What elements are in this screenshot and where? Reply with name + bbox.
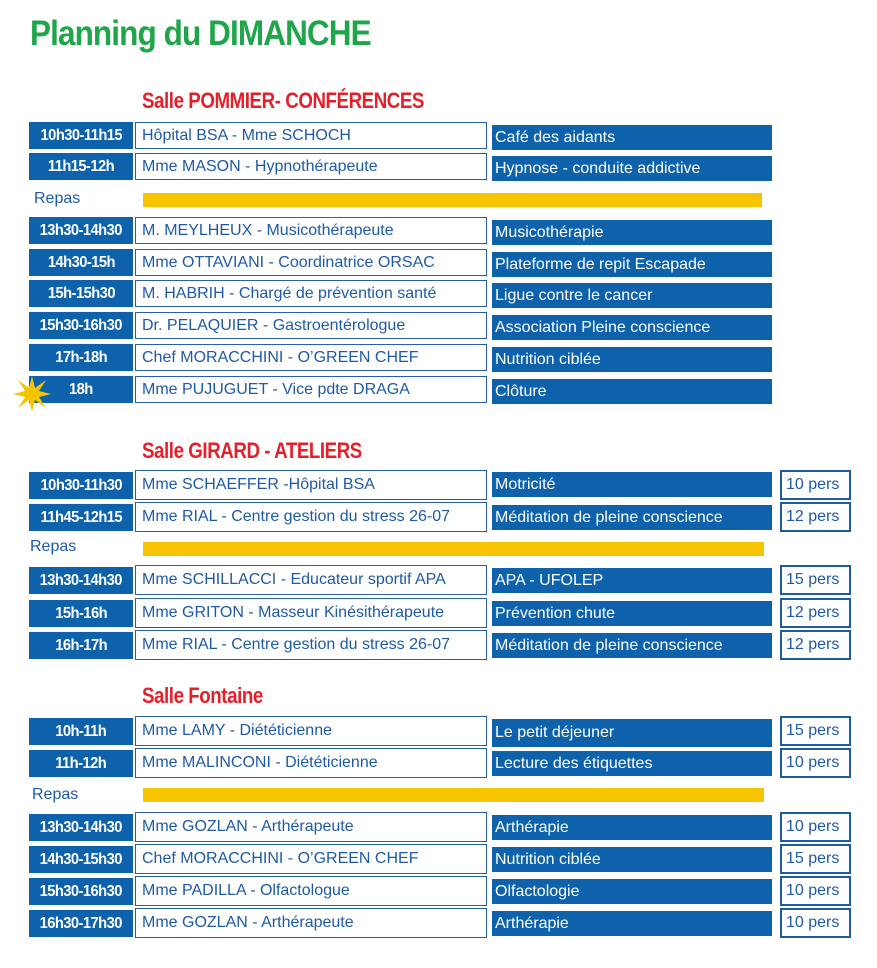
topic-cell: Motricité <box>492 472 772 497</box>
section-title-girard: Salle GIRARD - ATELIERS <box>142 438 362 463</box>
speaker-cell: Chef MORACCHINI - O’GREEN CHEF <box>135 844 487 874</box>
topic-cell: Le petit déjeuner <box>492 719 772 747</box>
repas-bar <box>143 788 764 802</box>
schedule-row <box>0 908 877 936</box>
repas-bar <box>143 193 762 207</box>
schedule-row <box>0 153 877 181</box>
time-slot: 18h <box>30 377 132 402</box>
speaker-cell: Mme GOZLAN - Arthérapeute <box>135 908 487 938</box>
schedule-row <box>0 470 877 498</box>
schedule-row <box>0 502 877 530</box>
time-slot: 13h30-14h30 <box>30 815 132 840</box>
topic-cell: Méditation de pleine conscience <box>492 633 772 658</box>
repas-label: Repas <box>34 190 81 207</box>
time-slot: 11h45-12h15 <box>30 505 132 530</box>
repas-label: Repas <box>32 786 79 803</box>
topic-cell: Lecture des étiquettes <box>492 751 772 776</box>
topic-cell: APA - UFOLEP <box>492 568 772 593</box>
schedule-row <box>0 630 877 658</box>
time-slot: 13h30-14h30 <box>30 218 132 243</box>
time-slot: 14h30-15h30 <box>30 847 132 872</box>
schedule-row <box>0 376 877 404</box>
time-slot: 15h-16h <box>30 601 132 626</box>
speaker-cell: Mme MASON - Hypnothérapeute <box>135 153 487 180</box>
time-slot: 10h30-11h15 <box>30 123 132 148</box>
schedule-row <box>0 876 877 904</box>
schedule-row <box>0 312 877 340</box>
time-slot: 15h-15h30 <box>30 281 132 306</box>
speaker-cell: Mme MALINCONI - Diététicienne <box>135 748 487 778</box>
time-slot: 11h-12h <box>30 751 132 776</box>
topic-cell: Hypnose - conduite addictive <box>492 156 772 181</box>
speaker-cell: Mme PUJUGUET - Vice pdte DRAGA <box>135 376 487 403</box>
speaker-cell: Chef MORACCHINI - O’GREEN CHEF <box>135 344 487 371</box>
time-slot: 15h30-16h30 <box>30 879 132 904</box>
speaker-cell: M. HABRIH - Chargé de prévention santé <box>135 280 487 307</box>
capacity-cell: 12 pers <box>780 630 851 660</box>
time-slot: 16h-17h <box>30 633 132 658</box>
topic-cell: Association Pleine conscience <box>492 315 772 340</box>
capacity-cell: 15 pers <box>780 844 851 874</box>
schedule-row <box>0 217 877 245</box>
speaker-cell: Mme OTTAVIANI - Coordinatrice ORSAC <box>135 249 487 276</box>
schedule-row <box>0 565 877 593</box>
time-slot: 13h30-14h30 <box>30 568 132 593</box>
time-slot: 16h30-17h30 <box>30 911 132 936</box>
topic-cell: Café des aidants <box>492 125 772 150</box>
schedule-row <box>0 122 877 150</box>
time-slot: 10h-11h <box>30 719 132 744</box>
speaker-cell: Mme GRITON - Masseur Kinésithérapeute <box>135 598 487 628</box>
time-slot: 15h30-16h30 <box>30 313 132 338</box>
speaker-cell: Mme LAMY - Diététicienne <box>135 716 487 746</box>
topic-cell: Clôture <box>492 379 772 404</box>
time-slot: 11h15-12h <box>30 154 132 179</box>
topic-cell: Nutrition ciblée <box>492 847 772 872</box>
capacity-cell: 12 pers <box>780 598 851 628</box>
page-title: Planning du DIMANCHE <box>30 14 371 53</box>
schedule-row <box>0 748 877 776</box>
star-icon <box>12 374 52 414</box>
topic-cell: Plateforme de repit Escapade <box>492 252 772 277</box>
capacity-cell: 10 pers <box>780 812 851 842</box>
speaker-cell: Mme RIAL - Centre gestion du stress 26-07 <box>135 630 487 660</box>
topic-cell: Musicothérapie <box>492 220 772 245</box>
capacity-cell: 10 pers <box>780 470 851 500</box>
topic-cell: Nutrition ciblée <box>492 347 772 372</box>
time-slot: 10h30-11h30 <box>30 473 132 498</box>
speaker-cell: Dr. PELAQUIER - Gastroentérologue <box>135 312 487 339</box>
speaker-cell: Mme PADILLA - Olfactologue <box>135 876 487 906</box>
capacity-cell: 10 pers <box>780 876 851 906</box>
topic-cell: Olfactologie <box>492 879 772 904</box>
schedule-row <box>0 598 877 626</box>
speaker-cell: Mme GOZLAN - Arthérapeute <box>135 812 487 842</box>
capacity-cell: 12 pers <box>780 502 851 532</box>
schedule-row <box>0 844 877 872</box>
topic-cell: Ligue contre le cancer <box>492 283 772 308</box>
topic-cell: Arthérapie <box>492 911 772 936</box>
speaker-cell: Mme SCHAEFFER -Hôpital BSA <box>135 470 487 500</box>
schedule-row <box>0 812 877 840</box>
time-slot: 14h30-15h <box>30 250 132 275</box>
capacity-cell: 10 pers <box>780 748 851 778</box>
speaker-cell: Mme SCHILLACCI - Educateur sportif APA <box>135 565 487 595</box>
capacity-cell: 10 pers <box>780 908 851 938</box>
schedule-row <box>0 344 877 372</box>
speaker-cell: Hôpital BSA - Mme SCHOCH <box>135 122 487 149</box>
schedule-row <box>0 280 877 308</box>
section-title-fontaine: Salle Fontaine <box>142 683 263 708</box>
capacity-cell: 15 pers <box>780 565 851 595</box>
speaker-cell: M. MEYLHEUX - Musicothérapeute <box>135 217 487 244</box>
repas-label: Repas <box>30 538 77 555</box>
speaker-cell: Mme RIAL - Centre gestion du stress 26-07 <box>135 502 487 532</box>
topic-cell: Prévention chute <box>492 601 772 626</box>
topic-cell: Arthérapie <box>492 815 772 840</box>
schedule-row <box>0 249 877 277</box>
schedule-row <box>0 716 877 744</box>
section-title-pommier: Salle POMMIER- CONFÉRENCES <box>142 88 424 113</box>
time-slot: 17h-18h <box>30 345 132 370</box>
topic-cell: Méditation de pleine conscience <box>492 505 772 530</box>
repas-bar <box>143 542 764 556</box>
capacity-cell: 15 pers <box>780 716 851 746</box>
